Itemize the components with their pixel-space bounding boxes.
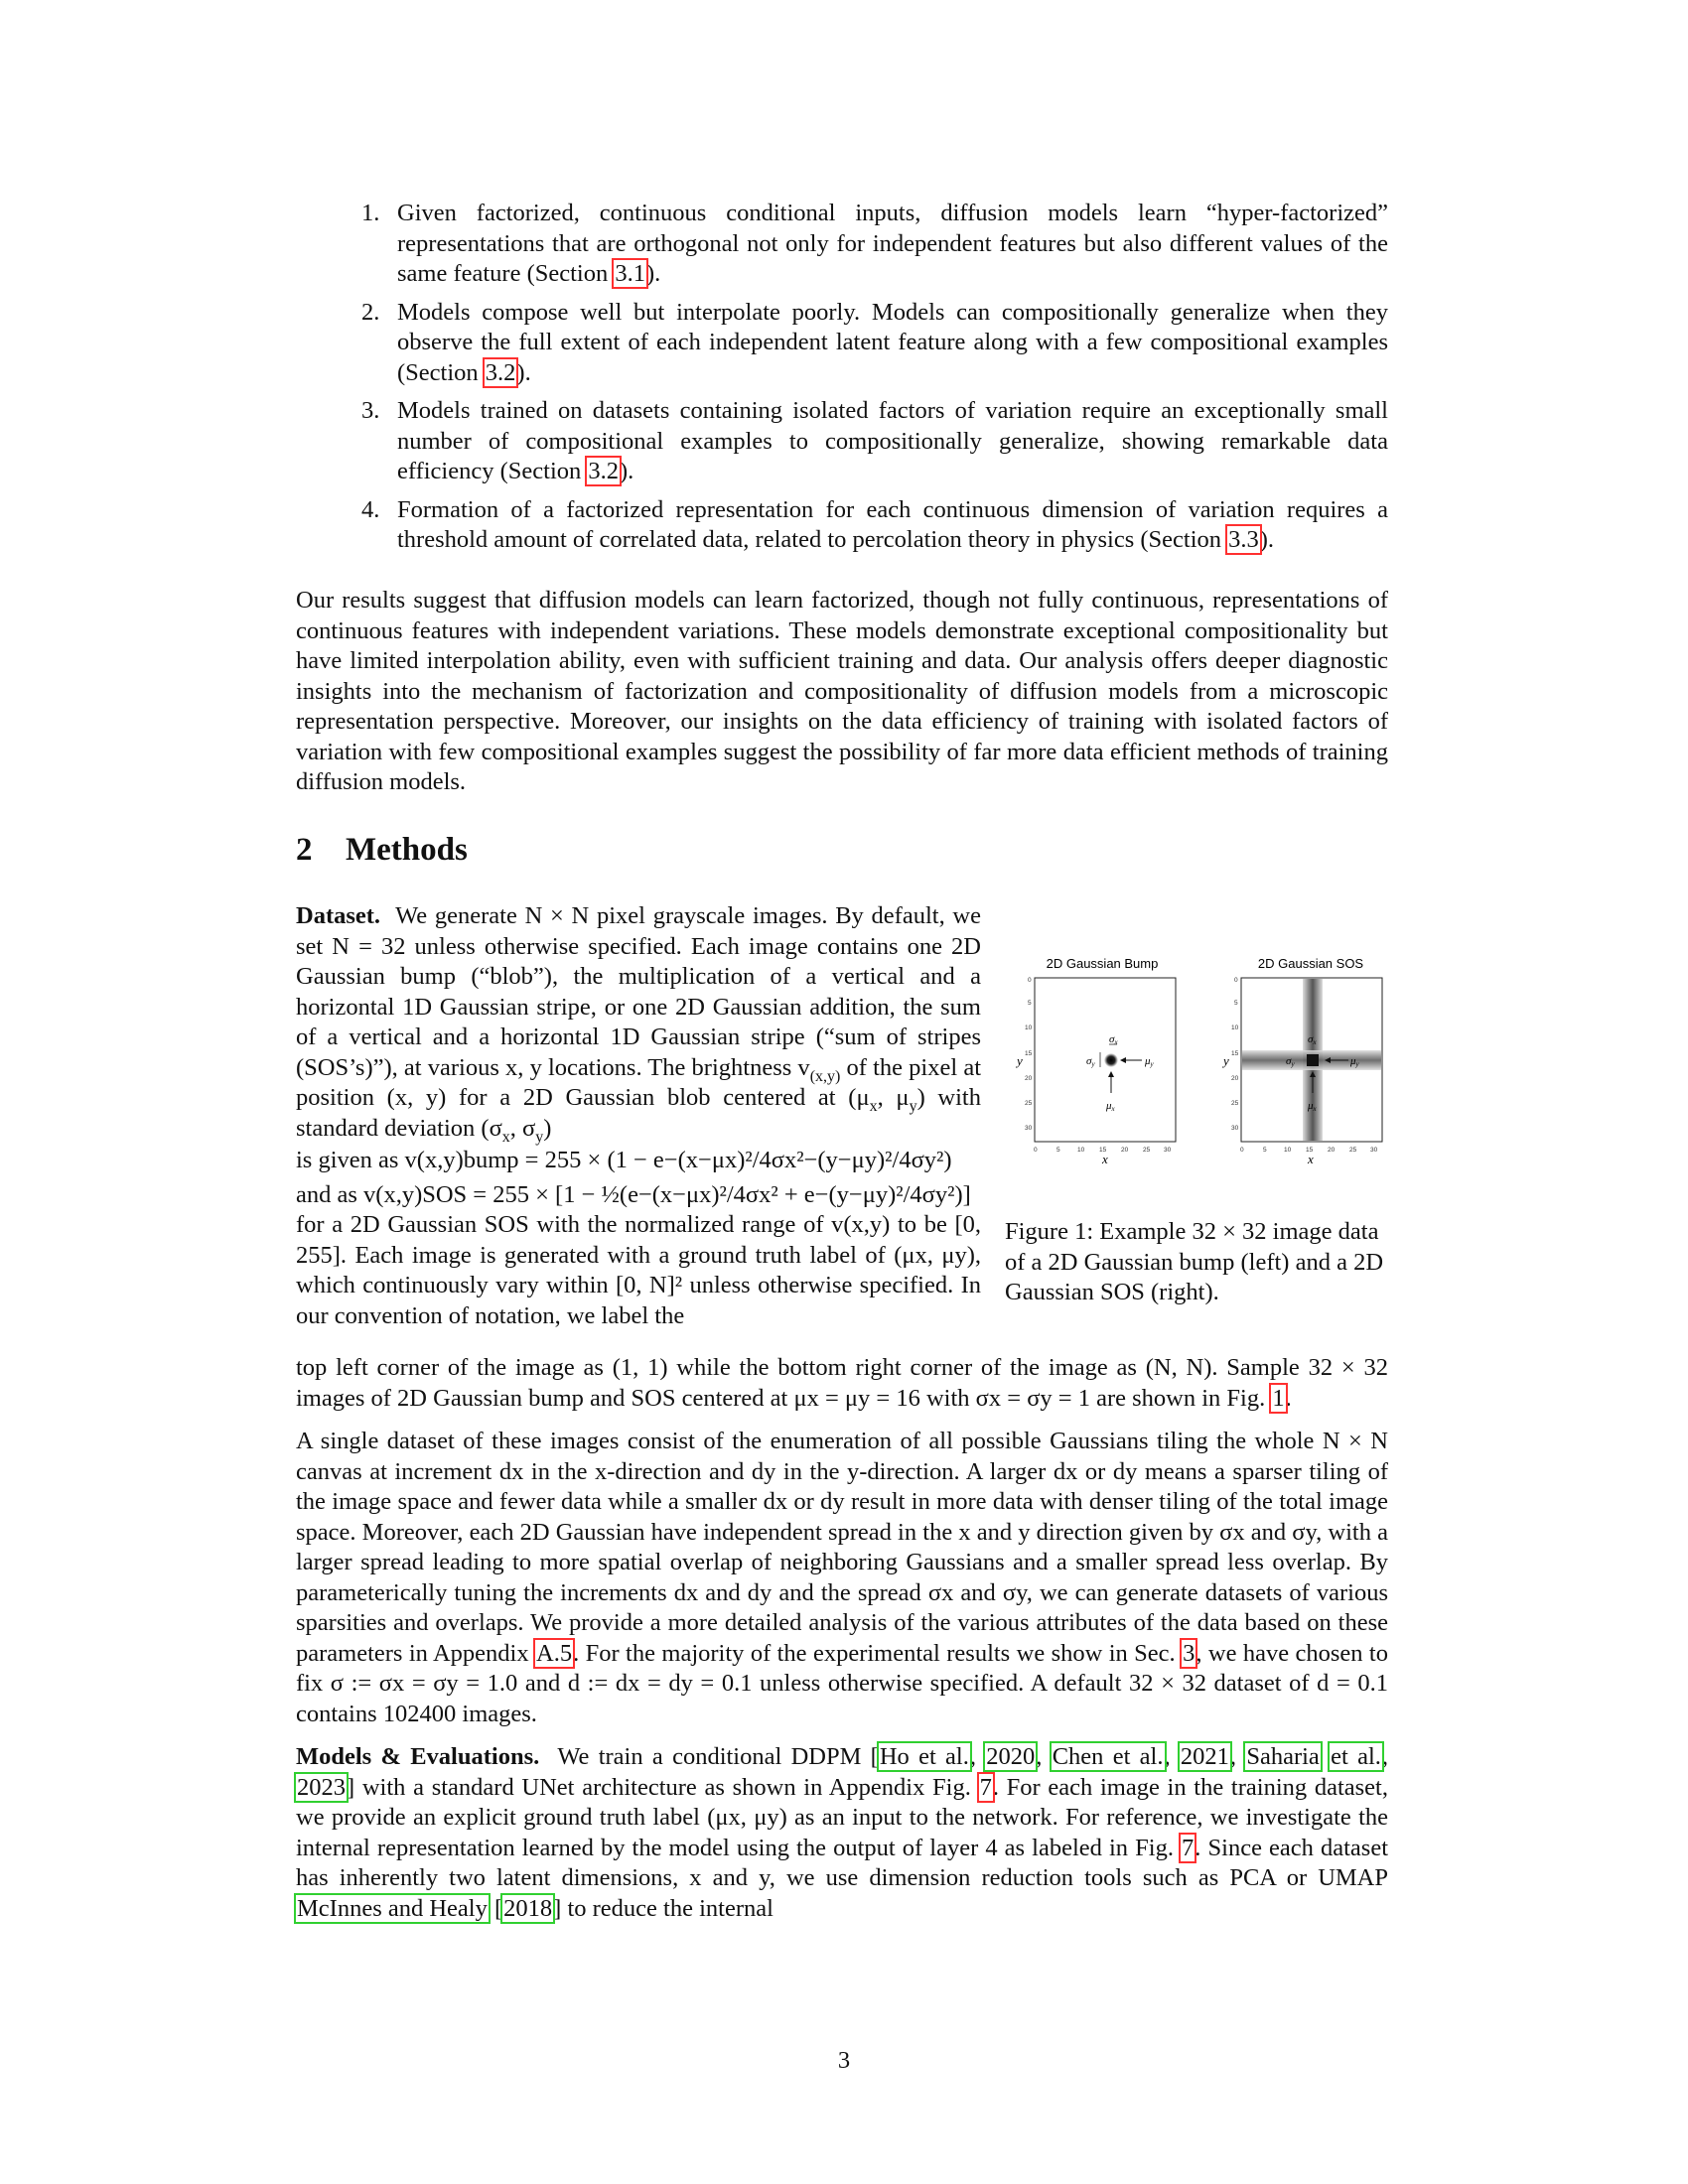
- list-item: [296, 298, 1388, 389]
- svg-text:15: 15: [1231, 1050, 1239, 1057]
- figure-1-image: [1003, 948, 1390, 1206]
- dataset-text-3: , μ: [877, 1084, 910, 1111]
- equation-sos: and as v(x,y)SOS = 255 × [1 − ½(e−(x−μx)²/4σx² + e−(y−μy)²/4σy²)]: [296, 1180, 971, 1208]
- list-text: Models compose well but interpolate poorly. Models can compositionally generalize when they observe the full extent of each independent latent feature along with a few compositional examples (Section: [397, 298, 1388, 386]
- list-text: Formation of a factorized representation for each continuous dimension of variation requires a threshold amount of correlated data, related to percolation theory in physics (Section: [397, 495, 1388, 553]
- svg-text:25: 25: [1349, 1147, 1357, 1154]
- tiling-paragraph: [296, 1427, 1388, 1729]
- section-ref-link[interactable]: 3.2: [588, 458, 620, 484]
- paragraph-runin-heading: Models & Evaluations.: [296, 1743, 540, 1770]
- dataset-text-cont: for a 2D Gaussian SOS with the normalized range of v(x,y) to be [0, 255]. Each image is generated with a ground truth label of (μx, μy), which continuously vary within [0, N]² unless otherwise specified. In our convention of notation, we label the: [296, 1211, 981, 1329]
- contribution-list: [296, 199, 1388, 556]
- svg-text:10: 10: [1077, 1147, 1085, 1154]
- section-ref-link[interactable]: 3.1: [615, 260, 645, 287]
- figure-ref-link[interactable]: 7: [979, 1773, 992, 1801]
- models-text-1: We train a conditional DDPM [: [557, 1743, 879, 1770]
- tiling-text-2: . For the majority of the experimental results we show in Sec.: [573, 1639, 1183, 1667]
- dataset-text-2: of the pixel at position (x, y) for a 2D Gaussian blob centered at (μ: [296, 1053, 981, 1111]
- models-text-2: ] with a standard UNet architecture as shown in Appendix Fig.: [347, 1773, 979, 1801]
- svg-text:30: 30: [1164, 1147, 1172, 1154]
- mu-x-label: μx: [1308, 1100, 1317, 1113]
- page-number: 3: [837, 2047, 851, 2074]
- svg-text:30: 30: [1025, 1125, 1033, 1132]
- subscript: (x,y): [809, 1067, 841, 1085]
- citation-link[interactable]: Saharia: [1246, 1743, 1320, 1770]
- svg-text:5: 5: [1028, 1000, 1032, 1007]
- citation-link[interactable]: Ho et al.: [879, 1743, 969, 1770]
- models-paragraph: Models & Evaluations. We train a conditional DDPM [Ho et al., 2020, Chen et al., 2021, Saharia et al., 2023] with a standard UNet architecture as shown in Appendix Fig. 7. For each image in the training dataset, we provide an explicit ground truth label (μx, μy) as an input to the network. For reference, we investigate the internal representation learned by the model using the output of layer 4 as labeled in Fig. 7. Since each dataset has inherently two latent dimensions, x and y, we use dimension reduction tools such as PCA or UMAP McInnes and Healy [2018] to reduce the internal: [296, 1743, 1389, 1922]
- list-item: [296, 199, 1388, 290]
- sigma-x-label: σx: [1308, 1033, 1317, 1046]
- sigma-y-label: σy: [1286, 1055, 1295, 1068]
- citation-year-link[interactable]: 2020: [986, 1743, 1036, 1770]
- dataset-paragraph-wrapped: [296, 901, 981, 1331]
- svg-text:10: 10: [1025, 1024, 1033, 1031]
- dataset-text: Dataset. We generate N × N pixel grayscale images. By default, we set N = 32 unless otherwise specified. Each image contains one 2D Gaussian bump (“blob”), the multiplication of a vertical and a horizontal 1D Gaussian stripe, or one 2D Gaussian addition, the sum of a vertical and a horizontal 1D Gaussian stripe (“sum of stripes (SOS’s)”), at various x, y locations. The brightness $v_{(x,y)}$ of the pixel at position (x, y) for a 2D Gaussian blob centered at ($\mu_x$, $\mu_y$) with standard deviation ($\sigma_x$, $\sigma_y$): [296, 902, 982, 1146]
- list-text-end: ).: [1259, 526, 1275, 553]
- tiling-text-3: , we have chosen to fix σ := σx = σy = 1.0 and d := dx = dy = 0.1 unless otherwise specified. A default 32 × 32 dataset of d = 0.1 contains 102400 images.: [296, 1639, 1388, 1727]
- svg-text:0: 0: [1034, 1147, 1038, 1154]
- figure-ref-link[interactable]: 7: [1182, 1834, 1195, 1861]
- citation-year-link[interactable]: 2018: [503, 1894, 553, 1922]
- summary-paragraph: Our results suggest that diffusion models can learn factorized, though not fully continuous, representations of continuous features with independent variations. These models demonstrate exceptional compositionality but have limited interpolation ability, even with sufficient training and data. Our analysis offers deeper diagnostic insights into the mechanism of factorization and compositionality of diffusion models from a microscopic representation perspective. Moreover, our insights on the data efficiency of training with isolated factors of variation with few compositional examples suggest the possibility of far more data efficient methods of training diffusion models.: [296, 587, 1388, 795]
- dataset-text-7: top left corner of the image as (1, 1) while the bottom right corner of the image as (N, N). Sample 32 × 32 images of 2D Gaussian bump and SOS centered at μx = μy = 16 with σx = σy = 1 are shown in Fig.: [296, 1354, 1388, 1412]
- mu-y-label: μy: [1145, 1055, 1154, 1068]
- models-text-3: . For each image in the training dataset, we provide an explicit ground truth label (μx, μy) as an input to the network. For reference, we investigate the internal representation learned by the model using the output of layer 4 as labeled in Fig.: [296, 1773, 1388, 1861]
- sigma-y-label: σy: [1086, 1055, 1095, 1068]
- x-axis-label: x: [1308, 1152, 1314, 1166]
- citation-link[interactable]: Chen et al.: [1052, 1743, 1164, 1770]
- svg-text:20: 20: [1328, 1147, 1336, 1154]
- figure-1: [1003, 948, 1390, 1308]
- gaussian-blob: [1104, 1053, 1118, 1067]
- figure-ref-link[interactable]: 1: [1272, 1384, 1285, 1412]
- section-ref-link[interactable]: 3.2: [485, 358, 516, 386]
- svg-text:30: 30: [1370, 1147, 1378, 1154]
- dataset-text-end: [296, 1353, 1388, 1414]
- sigma-x-label: σx: [1109, 1033, 1118, 1046]
- svg-text:10: 10: [1284, 1147, 1292, 1154]
- section-number: 2: [296, 832, 313, 868]
- list-text-end: ).: [620, 458, 634, 484]
- x-axis-label: x: [1102, 1152, 1108, 1166]
- list-number: 1.: [361, 200, 380, 226]
- svg-text:20: 20: [1231, 1075, 1239, 1082]
- paragraph-runin-heading: Dataset.: [296, 902, 381, 929]
- section-heading: [296, 832, 468, 869]
- svg-text:0: 0: [1028, 977, 1032, 984]
- list-text: Models trained on datasets containing isolated factors of variation require an exceptionally small number of compositional examples to compositionally generalize, showing remarkable data efficiency (Section: [397, 397, 1388, 484]
- svg-text:20: 20: [1025, 1075, 1033, 1082]
- svg-text:15: 15: [1025, 1050, 1033, 1057]
- summary-block: [296, 586, 1388, 798]
- list-item: [296, 495, 1388, 556]
- figure-caption: Figure 1: Example 32 × 32 image data of a 2D Gaussian bump (left) and a 2D Gaussian SOS (right).: [1005, 1218, 1384, 1305]
- svg-text:10: 10: [1231, 1024, 1239, 1031]
- citation-link[interactable]: et al.: [1331, 1743, 1381, 1770]
- contribution-list-block: [296, 199, 1388, 564]
- list-text-end: ).: [516, 358, 531, 386]
- svg-text:30: 30: [1231, 1125, 1239, 1132]
- citation-year-link[interactable]: 2023: [297, 1773, 346, 1801]
- citation-link[interactable]: McInnes and Healy: [297, 1894, 488, 1922]
- list-number: 4.: [361, 495, 380, 523]
- svg-text:25: 25: [1143, 1147, 1151, 1154]
- mu-x-label: μx: [1106, 1100, 1115, 1113]
- list-item: [296, 396, 1388, 487]
- svg-text:0: 0: [1240, 1147, 1244, 1154]
- tiling-text-1: A single dataset of these images consist of the enumeration of all possible Gaussians tiling the whole N × N canvas at increment dx in the x-direction and dy in the y-direction. A larger dx or dy means a sparser tiling of the image space and fewer data while a smaller dx or dy result in more data with denser tiling of the total image space. Moreover, each 2D Gaussian have independent spread in the x and y direction given by σx and σy, with a larger spread leading to more spatial overlap of neighboring Gaussians and a smaller spread less overlap. By parameterically tuning the increments dx and dy and the spread σx and σy, we can generate datasets of various sparsities and overlaps. We provide a more detailed analysis of the various attributes of the data based on these parameters in Appendix: [296, 1428, 1388, 1667]
- svg-text:25: 25: [1025, 1100, 1033, 1107]
- panel-title-sos: 2D Gaussian SOS: [1257, 956, 1364, 971]
- y-axis-label: y: [1017, 1053, 1023, 1068]
- list-text-end: ).: [645, 260, 661, 287]
- appendix-ref-link[interactable]: A.5: [536, 1639, 573, 1667]
- citation-year-link[interactable]: 2021: [1180, 1743, 1229, 1770]
- svg-text:20: 20: [1121, 1147, 1129, 1154]
- svg-text:5: 5: [1234, 1000, 1238, 1007]
- section-title: Methods: [346, 832, 468, 868]
- panel-gaussian-bump: [1015, 956, 1176, 1166]
- svg-text:25: 25: [1231, 1100, 1239, 1107]
- svg-text:5: 5: [1056, 1147, 1060, 1154]
- y-axis-label: y: [1223, 1053, 1229, 1068]
- section-ref-link[interactable]: 3.3: [1228, 526, 1259, 553]
- dataset-text-6: ): [543, 1114, 552, 1142]
- section-ref-link[interactable]: 3: [1183, 1639, 1196, 1667]
- equation-bump: is given as v(x,y)bump = 255 × (1 − e−(x−μx)²/4σx²−(y−μy)²/4σy²): [296, 1147, 952, 1173]
- dataset-text-8: .: [1285, 1384, 1292, 1412]
- list-text: Given factorized, continuous conditional inputs, diffusion models learn “hyper-factorized” representations that are orthogonal not only for independent features but also different values of the same feature (Section: [397, 200, 1388, 287]
- svg-text:5: 5: [1263, 1147, 1267, 1154]
- list-number: 2.: [361, 298, 380, 326]
- dataset-continuation: [296, 1353, 1388, 1924]
- svg-text:15: 15: [1099, 1147, 1107, 1154]
- dataset-text-1: We generate N × N pixel grayscale images. By default, we set N = 32 unless otherwise specified. Each image contains one 2D Gaussian bump (“blob”), the multiplication of a vertical and a horizontal 1D Gaussian stripe, or one 2D Gaussian addition, the sum of a vertical and a horizontal 1D Gaussian stripe (“sum of stripes (SOS’s)”), at various x, y locations. The brightness v: [296, 902, 982, 1081]
- panel-gaussian-sos: [1221, 956, 1382, 1166]
- svg-text:0: 0: [1234, 977, 1238, 984]
- models-text-5: to reduce the internal: [561, 1894, 774, 1922]
- dataset-text-5: , σ: [509, 1114, 536, 1142]
- svg-text:15: 15: [1306, 1147, 1314, 1154]
- models-text-4: . Since each dataset has inherently two latent dimensions, x and y, we use dimension reduction tools such as PCA or UMAP: [296, 1834, 1389, 1891]
- stripe-intersection: [1307, 1054, 1319, 1066]
- panel-title-bump: 2D Gaussian Bump: [1046, 956, 1159, 971]
- mu-y-label: μy: [1350, 1055, 1359, 1068]
- dataset-text-4: ) with standard deviation (σ: [296, 1084, 981, 1142]
- list-number: 3.: [361, 397, 380, 424]
